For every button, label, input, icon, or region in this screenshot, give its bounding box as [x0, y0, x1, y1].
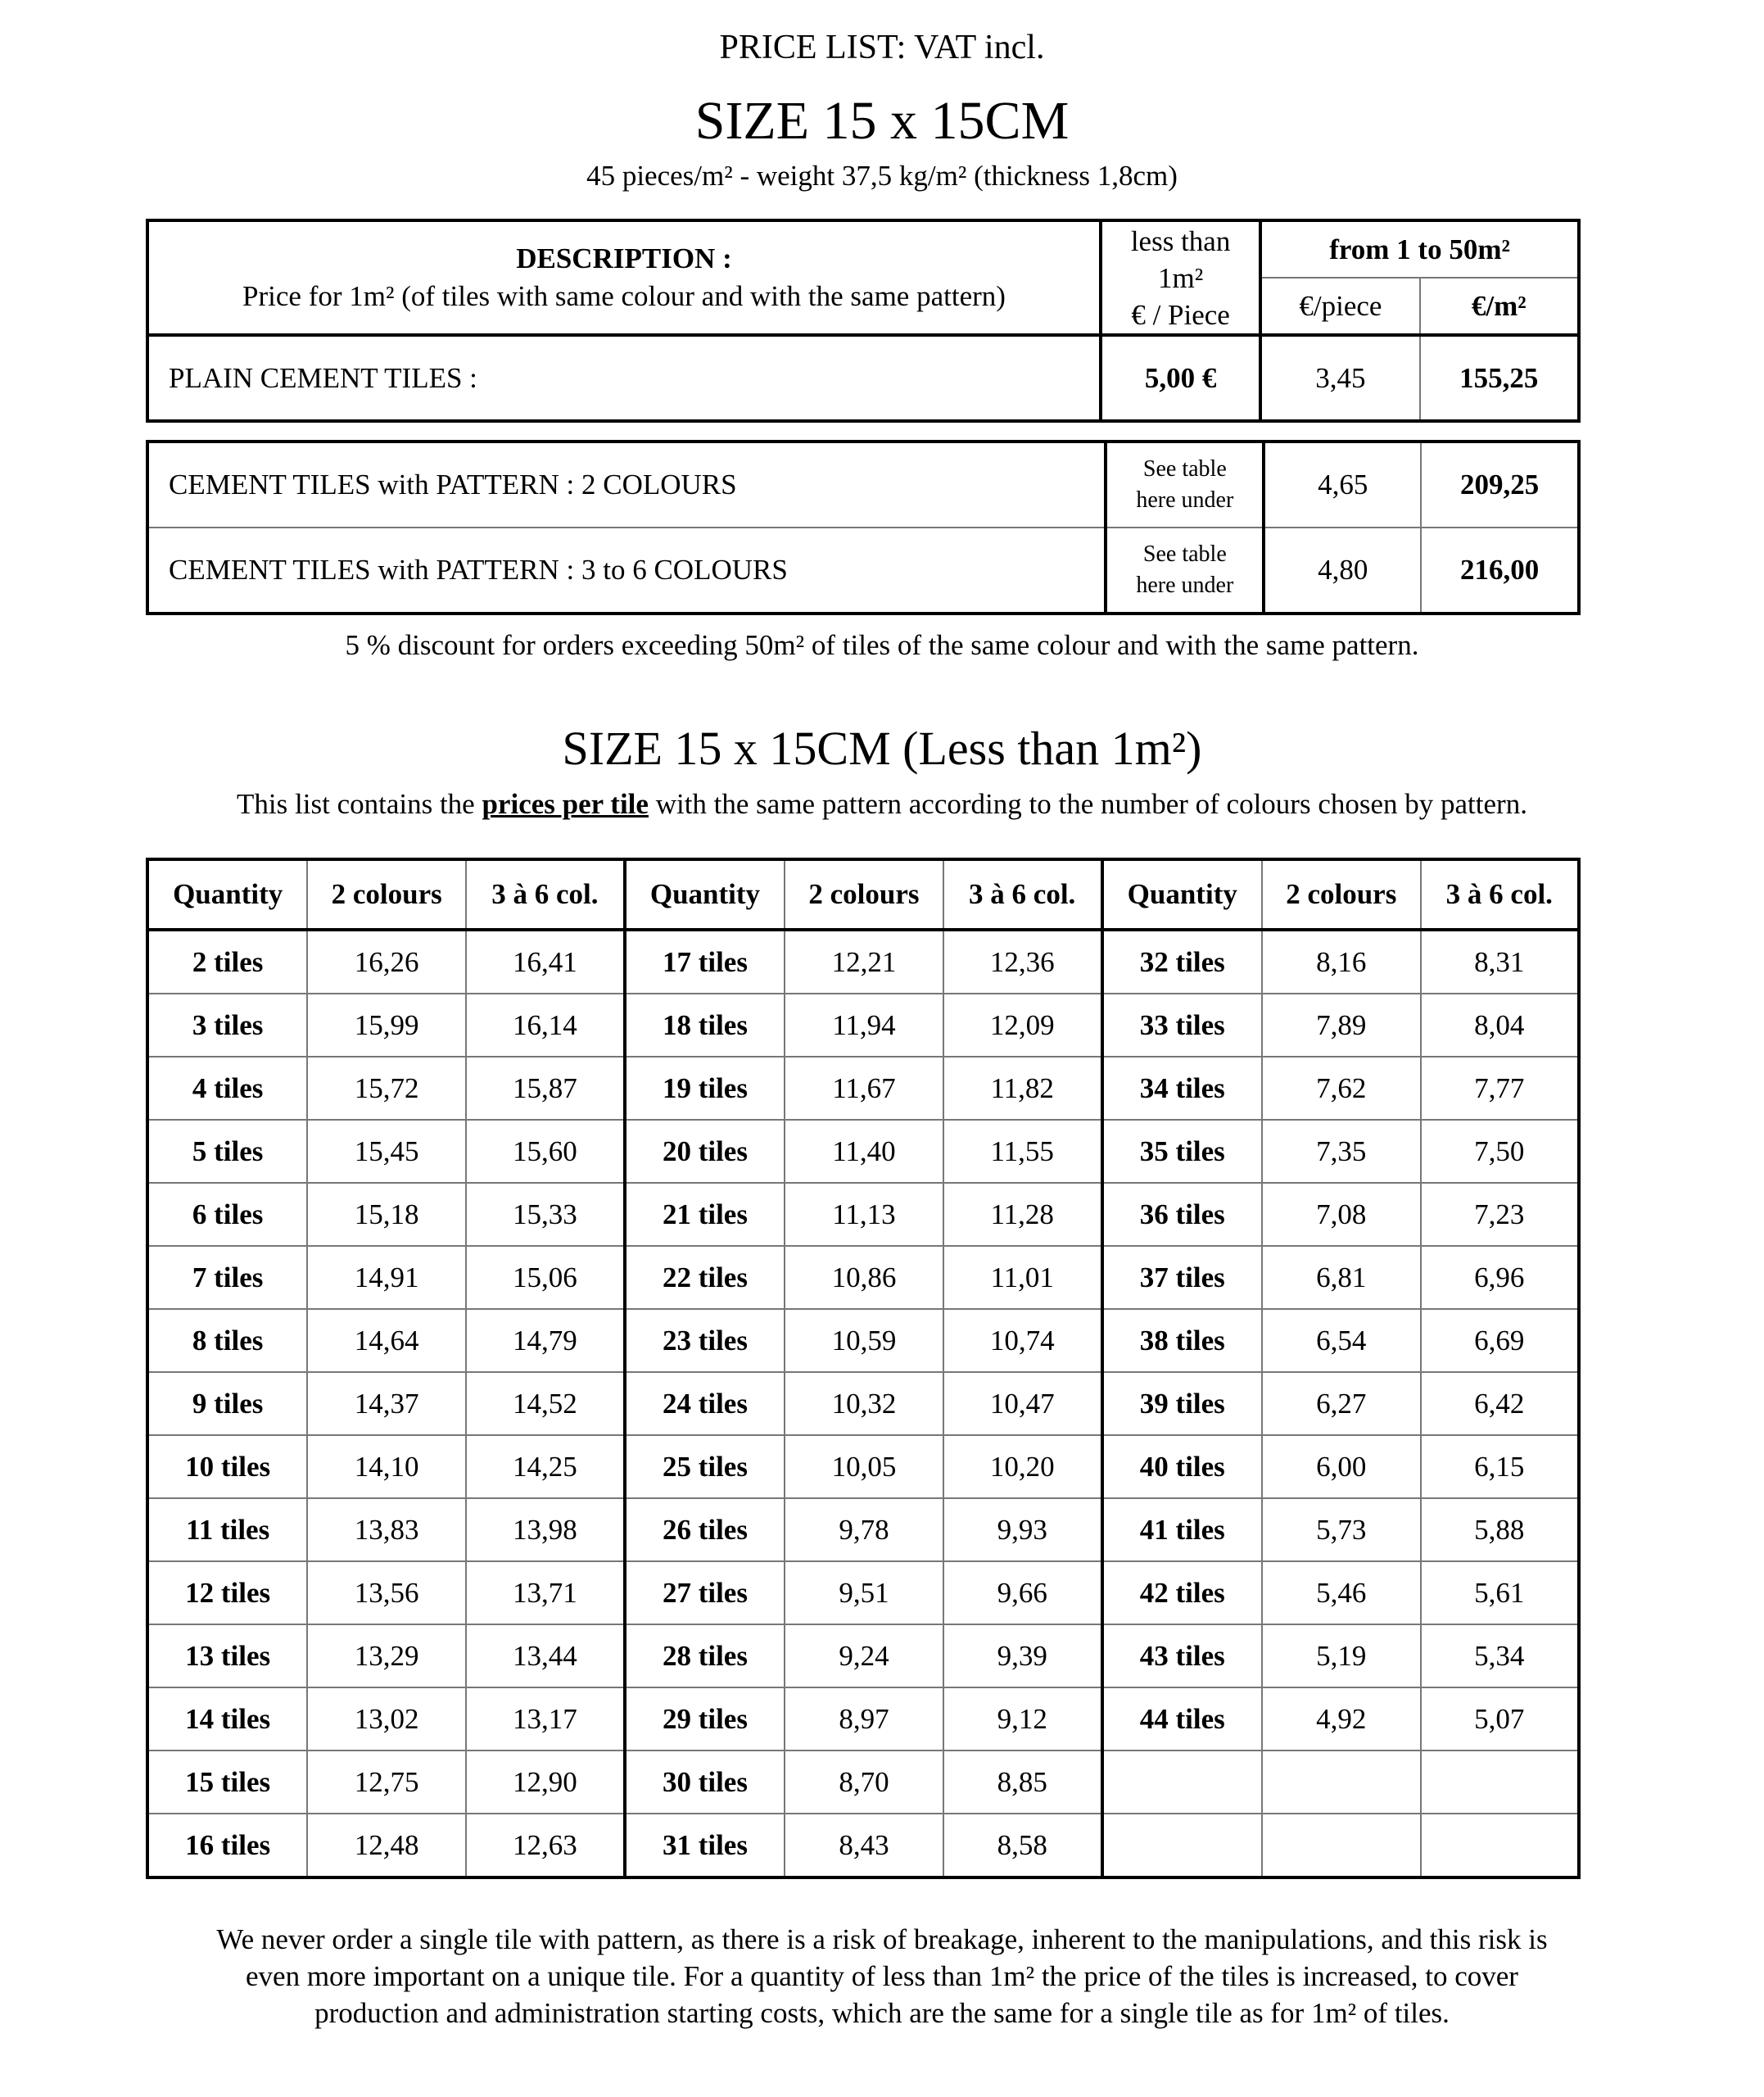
price-2-colours-cell: 6,00 — [1262, 1435, 1421, 1498]
quantity-cell: 40 tiles — [1102, 1435, 1262, 1498]
quantity-cell: 14 tiles — [147, 1687, 307, 1751]
description-title: DESCRIPTION : — [516, 242, 732, 274]
row-piece-price: 3,45 — [1260, 335, 1419, 421]
row-less-note — [1106, 528, 1264, 614]
footer-line-1: We never order a single tile with pattern, as there is a risk of breakage, inherent to the manipulations, and this risk is — [216, 1923, 1548, 1955]
table-row — [147, 1814, 1579, 1877]
price-2-colours-cell: 11,67 — [785, 1057, 943, 1120]
quantity-cell: 18 tiles — [625, 994, 785, 1057]
price-2-colours-cell: 5,19 — [1262, 1624, 1421, 1687]
row-piece-price: 4,80 — [1264, 528, 1421, 614]
column-header: 3 à 6 col. — [943, 859, 1102, 930]
pattern-3-6-colours-row — [147, 528, 1579, 614]
price-3-6-colours-cell: 13,71 — [466, 1561, 625, 1624]
intro-after: with the same pattern according to the number of colours chosen by pattern. — [648, 788, 1527, 820]
price-2-colours-cell — [1262, 1751, 1421, 1814]
table-row — [147, 1183, 1579, 1246]
quantity-cell — [1102, 1751, 1262, 1814]
price-2-colours-cell: 10,05 — [785, 1435, 943, 1498]
table-row — [147, 930, 1579, 994]
quantity-cell: 42 tiles — [1102, 1561, 1262, 1624]
row-m2-price: 216,00 — [1421, 528, 1579, 614]
price-list-heading: PRICE LIST: VAT incl. — [719, 29, 1045, 66]
price-2-colours-cell: 14,91 — [307, 1246, 466, 1309]
price-2-colours-cell: 7,35 — [1262, 1120, 1421, 1183]
quantity-cell: 11 tiles — [147, 1498, 307, 1561]
price-3-6-colours-cell: 9,93 — [943, 1498, 1102, 1561]
price-3-6-colours-cell: 6,15 — [1421, 1435, 1579, 1498]
price-2-colours-cell: 8,16 — [1262, 930, 1421, 994]
row-label: CEMENT TILES with PATTERN : 2 COLOURS — [147, 442, 1106, 528]
price-3-6-colours-cell: 12,63 — [466, 1814, 625, 1877]
price-3-6-colours-cell: 12,09 — [943, 994, 1102, 1057]
pattern-2-colours-row — [147, 442, 1579, 528]
quantity-cell: 29 tiles — [625, 1687, 785, 1751]
price-3-6-colours-cell: 8,31 — [1421, 930, 1579, 994]
quantity-cell: 10 tiles — [147, 1435, 307, 1498]
table-row — [147, 1561, 1579, 1624]
quantity-cell: 38 tiles — [1102, 1309, 1262, 1372]
here-under-text: here under — [1136, 573, 1234, 598]
price-2-colours-cell: 9,24 — [785, 1624, 943, 1687]
price-2-colours-cell: 15,99 — [307, 994, 466, 1057]
per-m2-header: €/m² — [1420, 278, 1579, 335]
price-2-colours-cell: 6,81 — [1262, 1246, 1421, 1309]
price-2-colours-cell: 16,26 — [307, 930, 466, 994]
less-than-line2: 1m² — [1157, 261, 1204, 294]
quantity-cell: 2 tiles — [147, 930, 307, 994]
price-2-colours-cell: 5,46 — [1262, 1561, 1421, 1624]
quantity-cell: 9 tiles — [147, 1372, 307, 1435]
column-header: Quantity — [625, 859, 785, 930]
table-row — [147, 1687, 1579, 1751]
price-3-6-colours-cell: 16,14 — [466, 994, 625, 1057]
price-3-6-colours-cell: 5,34 — [1421, 1624, 1579, 1687]
price-2-colours-cell: 4,92 — [1262, 1687, 1421, 1751]
price-3-6-colours-cell: 9,66 — [943, 1561, 1102, 1624]
price-2-colours-cell: 15,72 — [307, 1057, 466, 1120]
price-2-colours-cell: 14,37 — [307, 1372, 466, 1435]
column-header: 2 colours — [307, 859, 466, 930]
quantity-cell: 36 tiles — [1102, 1183, 1262, 1246]
price-2-colours-cell: 6,27 — [1262, 1372, 1421, 1435]
size-title: SIZE 15 x 15CM — [694, 91, 1070, 151]
quantity-cell: 21 tiles — [625, 1183, 785, 1246]
quantity-cell: 28 tiles — [625, 1624, 785, 1687]
quantity-cell: 15 tiles — [147, 1751, 307, 1814]
quantity-cell: 39 tiles — [1102, 1372, 1262, 1435]
footer-note — [0, 1921, 1764, 2031]
here-under-text: here under — [1136, 487, 1234, 513]
price-3-6-colours-cell: 13,17 — [466, 1687, 625, 1751]
price-2-colours-cell: 10,86 — [785, 1246, 943, 1309]
quantity-cell: 12 tiles — [147, 1561, 307, 1624]
quantity-cell: 34 tiles — [1102, 1057, 1262, 1120]
less-than-header — [1101, 220, 1260, 335]
small-qty-title: SIZE 15 x 15CM (Less than 1m²) — [562, 722, 1202, 775]
price-3-6-colours-cell: 10,47 — [943, 1372, 1102, 1435]
price-3-6-colours-cell: 15,06 — [466, 1246, 625, 1309]
price-table-plain — [146, 219, 1581, 423]
quantity-cell: 4 tiles — [147, 1057, 307, 1120]
quantity-cell: 16 tiles — [147, 1814, 307, 1877]
price-3-6-colours-cell: 8,85 — [943, 1751, 1102, 1814]
quantity-cell: 31 tiles — [625, 1814, 785, 1877]
see-table-text: See table — [1142, 541, 1227, 567]
quantity-cell: 33 tiles — [1102, 994, 1262, 1057]
table-row — [147, 1309, 1579, 1372]
quantity-cell: 20 tiles — [625, 1120, 785, 1183]
quantity-cell: 37 tiles — [1102, 1246, 1262, 1309]
price-3-6-colours-cell: 15,33 — [466, 1183, 625, 1246]
table-row — [147, 1498, 1579, 1561]
price-2-colours-cell: 10,32 — [785, 1372, 943, 1435]
price-2-colours-cell: 14,10 — [307, 1435, 466, 1498]
price-2-colours-cell: 13,02 — [307, 1687, 466, 1751]
row-m2-price: 155,25 — [1420, 335, 1579, 421]
table-row — [147, 1372, 1579, 1435]
column-header: 2 colours — [785, 859, 943, 930]
price-3-6-colours-cell: 14,52 — [466, 1372, 625, 1435]
table-row — [147, 1624, 1579, 1687]
price-2-colours-cell — [1262, 1814, 1421, 1877]
quantity-cell: 43 tiles — [1102, 1624, 1262, 1687]
price-2-colours-cell: 6,54 — [1262, 1309, 1421, 1372]
footer-line-3: production and administration starting costs, which are the same for a single tile as for 1m² of tiles. — [314, 1997, 1450, 2029]
less-than-line3: € / Piece — [1131, 298, 1230, 331]
price-3-6-colours-cell: 12,36 — [943, 930, 1102, 994]
price-3-6-colours-cell: 8,04 — [1421, 994, 1579, 1057]
footer-line-2: even more important on a unique tile. For a quantity of less than 1m² the price of the tiles is increased, to cover — [246, 1960, 1518, 1992]
price-3-6-colours-cell: 7,50 — [1421, 1120, 1579, 1183]
small-qty-intro — [0, 788, 1764, 821]
price-2-colours-cell: 7,08 — [1262, 1183, 1421, 1246]
price-3-6-colours-cell: 10,74 — [943, 1309, 1102, 1372]
price-3-6-colours-cell: 14,25 — [466, 1435, 625, 1498]
price-3-6-colours-cell: 5,07 — [1421, 1687, 1579, 1751]
table-row — [147, 1246, 1579, 1309]
quantity-cell: 32 tiles — [1102, 930, 1262, 994]
price-3-6-colours-cell: 9,39 — [943, 1624, 1102, 1687]
column-header: Quantity — [147, 859, 307, 930]
less-than-line1: less than — [1130, 224, 1231, 257]
price-2-colours-cell: 12,75 — [307, 1751, 466, 1814]
price-3-6-colours-cell: 6,42 — [1421, 1372, 1579, 1435]
row-label: PLAIN CEMENT TILES : — [147, 335, 1101, 421]
column-header: 3 à 6 col. — [1421, 859, 1579, 930]
price-2-colours-cell: 15,45 — [307, 1120, 466, 1183]
table-row — [147, 994, 1579, 1057]
price-2-colours-cell: 13,56 — [307, 1561, 466, 1624]
price-3-6-colours-cell: 8,58 — [943, 1814, 1102, 1877]
quantity-cell — [1102, 1814, 1262, 1877]
price-2-colours-cell: 10,59 — [785, 1309, 943, 1372]
price-2-colours-cell: 13,29 — [307, 1624, 466, 1687]
quantity-cell: 26 tiles — [625, 1498, 785, 1561]
quantity-cell: 8 tiles — [147, 1309, 307, 1372]
price-3-6-colours-cell: 13,44 — [466, 1624, 625, 1687]
price-2-colours-cell: 9,51 — [785, 1561, 943, 1624]
price-3-6-colours-cell: 11,28 — [943, 1183, 1102, 1246]
quantity-cell: 22 tiles — [625, 1246, 785, 1309]
quantity-cell: 6 tiles — [147, 1183, 307, 1246]
price-2-colours-cell: 11,94 — [785, 994, 943, 1057]
quantity-cell: 41 tiles — [1102, 1498, 1262, 1561]
price-3-6-colours-cell: 15,60 — [466, 1120, 625, 1183]
table-header-row — [147, 859, 1579, 930]
intro-bold: prices per tile — [482, 788, 649, 820]
price-2-colours-cell: 7,89 — [1262, 994, 1421, 1057]
quantity-cell: 17 tiles — [625, 930, 785, 994]
price-3-6-colours-cell — [1421, 1814, 1579, 1877]
row-piece-price: 4,65 — [1264, 442, 1421, 528]
quantity-cell: 35 tiles — [1102, 1120, 1262, 1183]
column-header: Quantity — [1102, 859, 1262, 930]
range-header: from 1 to 50m² — [1260, 220, 1579, 278]
quantity-cell: 24 tiles — [625, 1372, 785, 1435]
price-2-colours-cell: 12,21 — [785, 930, 943, 994]
price-3-6-colours-cell: 10,20 — [943, 1435, 1102, 1498]
table-row — [147, 1435, 1579, 1498]
description-cell — [147, 220, 1101, 335]
quantity-price-table — [146, 858, 1581, 1879]
price-3-6-colours-cell: 14,79 — [466, 1309, 625, 1372]
price-3-6-colours-cell: 7,23 — [1421, 1183, 1579, 1246]
quantity-cell: 30 tiles — [625, 1751, 785, 1814]
price-3-6-colours-cell: 11,55 — [943, 1120, 1102, 1183]
price-2-colours-cell: 13,83 — [307, 1498, 466, 1561]
price-3-6-colours-cell: 9,12 — [943, 1687, 1102, 1751]
price-2-colours-cell: 9,78 — [785, 1498, 943, 1561]
price-3-6-colours-cell: 12,90 — [466, 1751, 625, 1814]
plain-tiles-row — [147, 335, 1579, 421]
description-text: Price for 1m² (of tiles with same colour and with the same pattern) — [242, 280, 1006, 312]
table-row — [147, 1057, 1579, 1120]
column-header: 2 colours — [1262, 859, 1421, 930]
table-row — [147, 1751, 1579, 1814]
price-3-6-colours-cell: 13,98 — [466, 1498, 625, 1561]
price-2-colours-cell: 8,70 — [785, 1751, 943, 1814]
price-2-colours-cell: 8,43 — [785, 1814, 943, 1877]
row-less-note — [1106, 442, 1264, 528]
price-3-6-colours-cell: 16,41 — [466, 930, 625, 994]
see-table-text: See table — [1142, 456, 1227, 482]
price-3-6-colours-cell: 5,61 — [1421, 1561, 1579, 1624]
quantity-cell: 23 tiles — [625, 1309, 785, 1372]
price-2-colours-cell: 14,64 — [307, 1309, 466, 1372]
price-2-colours-cell: 7,62 — [1262, 1057, 1421, 1120]
price-3-6-colours-cell — [1421, 1751, 1579, 1814]
price-3-6-colours-cell: 11,01 — [943, 1246, 1102, 1309]
price-2-colours-cell: 15,18 — [307, 1183, 466, 1246]
table-row — [147, 1120, 1579, 1183]
price-3-6-colours-cell: 5,88 — [1421, 1498, 1579, 1561]
price-2-colours-cell: 11,40 — [785, 1120, 943, 1183]
quantity-cell: 13 tiles — [147, 1624, 307, 1687]
row-label: CEMENT TILES with PATTERN : 3 to 6 COLOURS — [147, 528, 1106, 614]
price-2-colours-cell: 12,48 — [307, 1814, 466, 1877]
price-3-6-colours-cell: 11,82 — [943, 1057, 1102, 1120]
price-2-colours-cell: 8,97 — [785, 1687, 943, 1751]
per-piece-header: €/piece — [1260, 278, 1419, 335]
price-2-colours-cell: 5,73 — [1262, 1498, 1421, 1561]
quantity-cell: 19 tiles — [625, 1057, 785, 1120]
quantity-cell: 3 tiles — [147, 994, 307, 1057]
intro-before: This list contains the — [237, 788, 482, 820]
quantity-cell: 7 tiles — [147, 1246, 307, 1309]
discount-note: 5 % discount for orders exceeding 50m² of tiles of the same colour and with the same pattern. — [345, 629, 1419, 661]
row-less-price: 5,00 € — [1101, 335, 1260, 421]
price-3-6-colours-cell: 15,87 — [466, 1057, 625, 1120]
tile-specs: 45 pieces/m² - weight 37,5 kg/m² (thickness 1,8cm) — [586, 160, 1178, 192]
row-m2-price: 209,25 — [1421, 442, 1579, 528]
price-3-6-colours-cell: 6,96 — [1421, 1246, 1579, 1309]
price-3-6-colours-cell: 6,69 — [1421, 1309, 1579, 1372]
quantity-cell: 5 tiles — [147, 1120, 307, 1183]
price-2-colours-cell: 11,13 — [785, 1183, 943, 1246]
price-3-6-colours-cell: 7,77 — [1421, 1057, 1579, 1120]
column-header: 3 à 6 col. — [466, 859, 625, 930]
quantity-cell: 27 tiles — [625, 1561, 785, 1624]
quantity-cell: 44 tiles — [1102, 1687, 1262, 1751]
price-table-pattern — [146, 440, 1581, 615]
quantity-cell: 25 tiles — [625, 1435, 785, 1498]
